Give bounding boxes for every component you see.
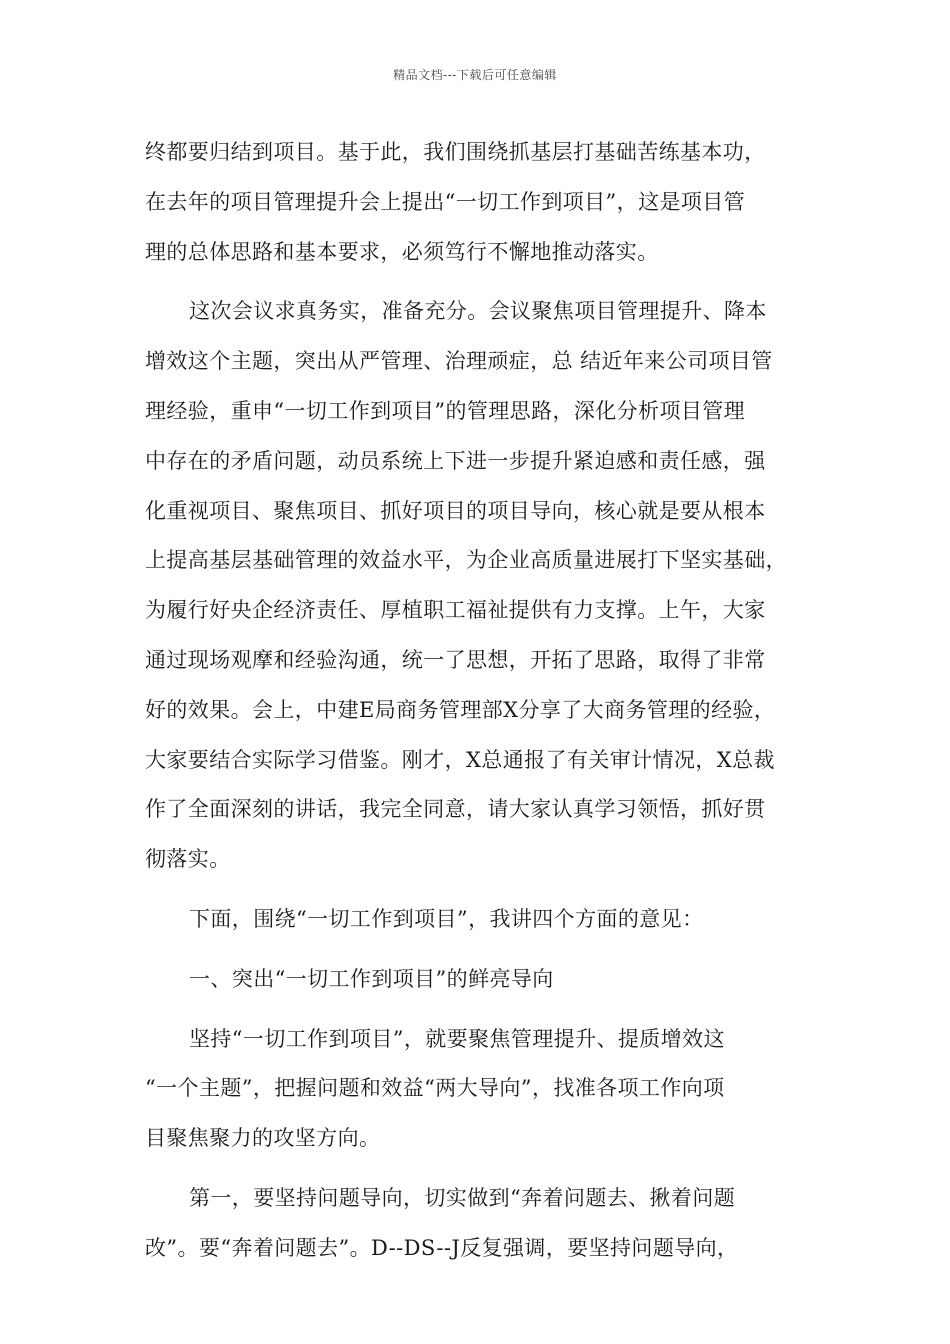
paragraph xyxy=(145,955,807,1005)
text-line: 改”。要“奔着问题去”。D--DS--J反复强调，要坚持问题导向， xyxy=(145,1235,739,1260)
text-line: 为履行好央企经济责任、厚植职工福祉提供有力支撑。上午，大家 xyxy=(145,598,766,623)
paragraph xyxy=(145,1174,807,1274)
text-line: 大家要结合实际学习借鉴。刚才，X总通报了有关审计情况，X总裁 xyxy=(145,747,775,772)
paragraph xyxy=(145,895,807,945)
text-line: 增效这个主题，突出从严管理、治理顽症，总 结近年来公司项目管 xyxy=(145,349,773,374)
text-line: 理经验，重申“一切工作到项目”的管理思路，深化分析项目管理 xyxy=(145,398,746,423)
text-line: 一、突出“一切工作到项目”的鲜亮导向 xyxy=(189,966,554,991)
paragraph-gap xyxy=(145,885,807,895)
text-line: 目聚焦聚力的攻坚方向。 xyxy=(145,1126,381,1151)
paragraph xyxy=(145,128,807,277)
text-line: 上提高基层基础管理的效益水平，为企业高质量进展打下坚实基础， xyxy=(145,548,787,573)
paragraph-gap xyxy=(145,277,807,287)
text-line: 作了全面深刻的讲话，我完全同意，请大家认真学习领悟，抓好贯 xyxy=(145,797,766,822)
paragraph xyxy=(145,287,807,885)
page-header: 精品文档---下载后可任意编辑 xyxy=(393,68,557,82)
document-body xyxy=(145,128,807,1274)
paragraph-gap xyxy=(145,945,807,955)
text-line: 彻落实。 xyxy=(145,847,231,872)
text-line: 中存在的矛盾问题，动员系统上下进一步提升紧迫感和责任感，强 xyxy=(145,448,766,473)
text-line: 终都要归结到项目。基于此，我们围绕抓基层打基础苦练基本功， xyxy=(145,140,766,164)
text-line: “一个主题”，把握问题和效益“两大导向”，找准各项工作向项 xyxy=(145,1076,725,1101)
paragraph-gap xyxy=(145,1164,807,1174)
text-line: 第一，要坚持问题导向，切实做到“奔着问题去、揪着问题 xyxy=(189,1185,736,1210)
text-line: 在去年的项目管理提升会上提出“一切工作到项目”，这是项目管 xyxy=(145,189,746,214)
text-line: 通过现场观摩和经验沟通，统一了思想，开拓了思路，取得了非常 xyxy=(145,647,766,672)
text-line: 化重视项目、聚焦项目、抓好项目的项目导向，核心就是要从根本 xyxy=(145,498,766,523)
text-line: 理的总体思路和基本要求，必须笃行不懈地推动落实。 xyxy=(145,239,659,264)
paragraph-gap xyxy=(145,1005,807,1015)
paragraph xyxy=(145,1015,807,1164)
text-line: 坚持“一切工作到项目”，就要聚焦管理提升、提质增效这 xyxy=(189,1026,725,1051)
text-line: 下面，围绕“一切工作到项目”，我讲四个方面的意见： xyxy=(189,906,704,931)
text-line: 这次会议求真务实，准备充分。会议聚焦项目管理提升、降本 xyxy=(189,299,767,324)
text-line: 好的效果。会上，中建E局商务管理部X分享了大商务管理的经验， xyxy=(145,697,776,722)
